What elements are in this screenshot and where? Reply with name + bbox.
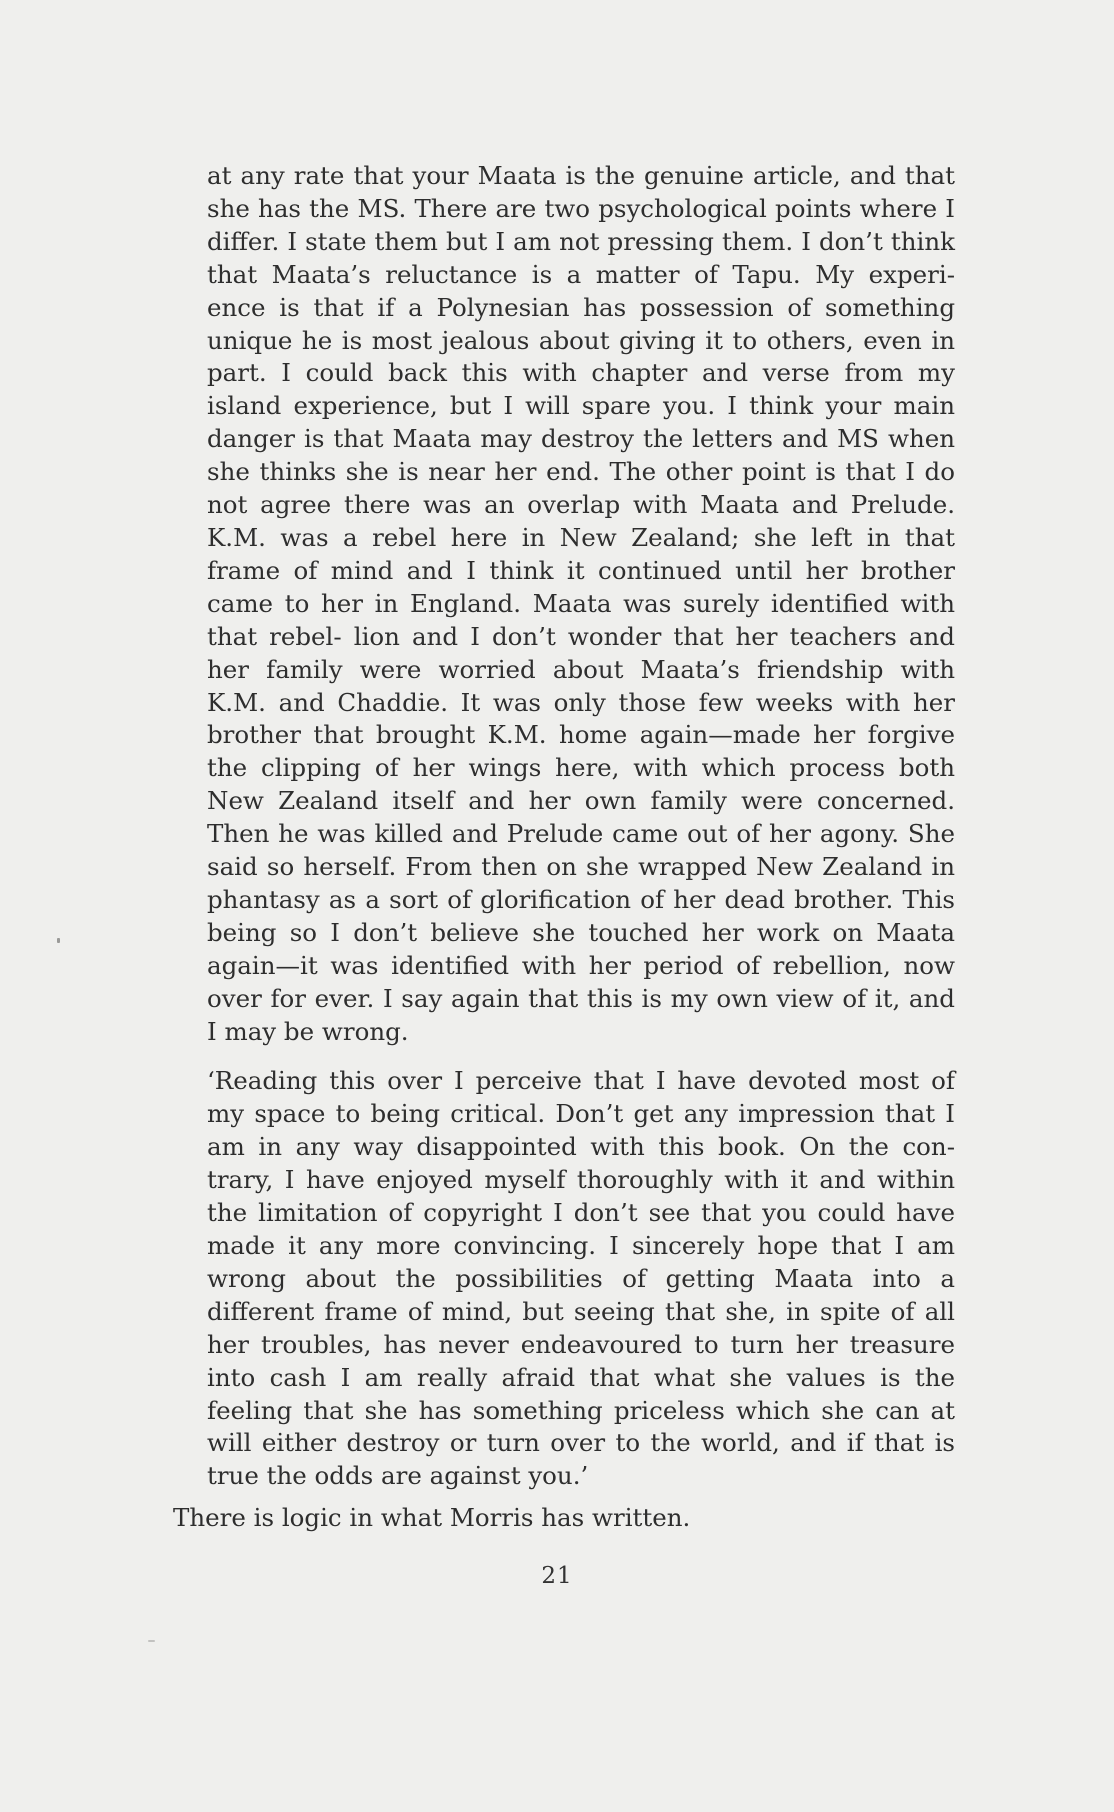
paragraph-1: at any rate that your Maata is the genuine article, and that she has the MS. There are two psychological points where I differ. I state them but I am not pressing them. I don’t think that Maata’s reluctance is a matter of Tapu. My experi- ence is that if a Polynesian has possession of something unique he is most jealous about giving it to others, even in part. I could back this with chapter and verse from my island experience, but I will spare you. I think your main danger is that Maata may destroy the letters and MS when she thinks she is near her end. The other point is that I do not agree there was an overlap with Maata and Prelude. K.M. was a rebel here in New Zealand; she left in that frame of mind and I think it continued until her brother came to her in England. Maata was surely identified with that rebel- lion and I don’t wonder that her teachers and her family were worried about Maata’s friendship with K.M. and Chaddie. It was only those few weeks with her brother that brought K.M. home again—made her forgive the clipping of her wings here, with which process both New Zealand itself and her own family were concerned. Then he was killed and Prelude came out of her agony. She said so herself. From then on she wrapped New Zealand in phantasy as a sort of glorification of her dead brother. This being so I don’t believe she touched her work on Maata again—it was identified with her period of rebellion, now over for ever. I say again that this is my own view of it, and I may be wrong. <box>207 161 955 1046</box>
paper-speck <box>57 938 60 943</box>
closing-line: There is logic in what Morris has written. <box>173 1503 691 1532</box>
paper-speck <box>148 1640 155 1642</box>
page-number: 21 <box>541 1563 573 1589</box>
paragraph-2: ‘Reading this over I perceive that I have devoted most of my space to being critical. Don’t get any impression that I am in any way disappointed with this book. On the con- trary, I have enjoyed myself thoroughly with it and within the limitation of copyright I don’t see that you could have made it any more convincing. I sincerely hope that I am wrong about the possibilities of getting Maata into a different frame of mind, but seeing that she, in spite of all her troubles, has never endeavoured to turn her treasure into cash I am really afraid that what she values is the feeling that she has something priceless which she can at will either destroy or turn over to the world, and if that is true the odds are against you.’ <box>207 1066 955 1491</box>
quoted-letter <box>207 160 955 1493</box>
